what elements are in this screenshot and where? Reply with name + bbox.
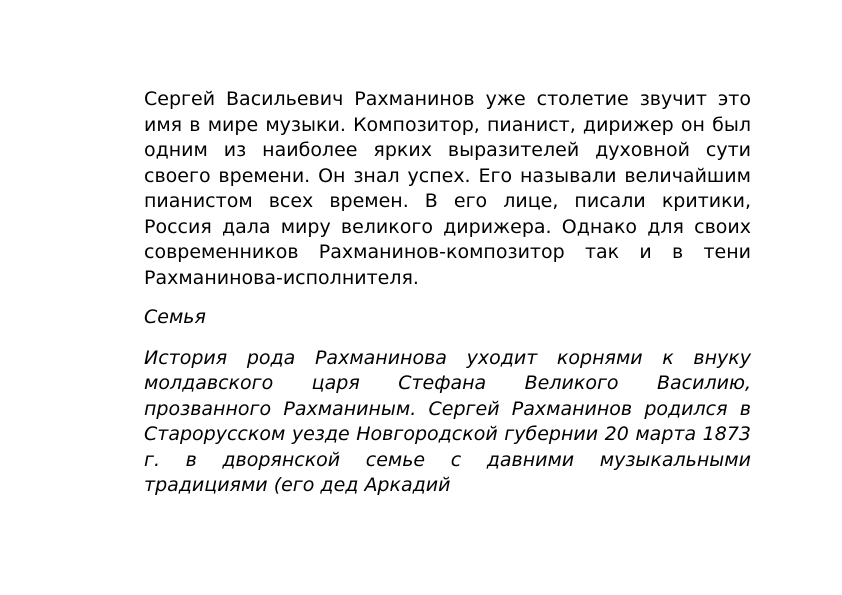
history-paragraph: История рода Рахманинова уходит корнями к внуку молдавского царя Стефана Великого Василию, прозванного Рахманиным. Сергей Рахманинов родился в Старорусском уезде Новгородской губернии 20 марта 1873 г. в дворянской семье с давними музыкальными традициями (его дед Аркадий [144, 346, 751, 496]
section-heading-family: Семья [144, 306, 206, 328]
intro-paragraph: Сергей Васильевич Рахманинов уже столетие звучит это имя в мире музыки. Композитор, пианист, дирижер он был одним из наиболее ярких выразителей духовной сути своего времени. Он знал успех. Его называли величайшим пианистом всех времен. В его лице, писали критики, Россия дала миру великого дирижера. Однако для своих современников Рахманинов-композитор так и в тени Рахманинова-исполнителя. [144, 88, 751, 289]
text-block [144, 87, 751, 499]
